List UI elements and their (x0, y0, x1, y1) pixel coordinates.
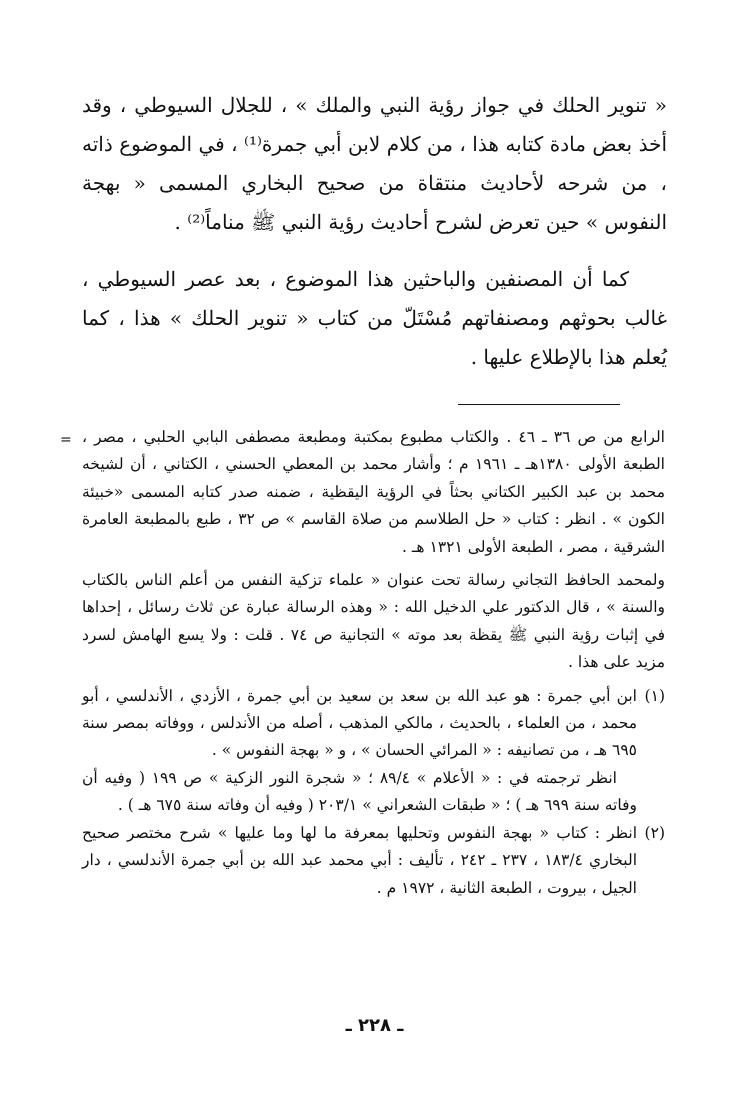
footnote-2 (82, 820, 665, 902)
footnote-continuation-2: ولمحمد الحافظ التجاني رسالة تحت عنوان « علماء تزكية النفس من أعلم الناس بالكتاب والسنة » ، قال الدكتور علي الدخيل الله : « وهذه الرسالة عبارة عن ثلاث رسائل ، إحداها في إثبات رؤية النبي ﷺ يقظة بعد موته » التجانية ص ٧٤ . قلت : ولا يسع الهامش لسرد مزيد على هذا . (82, 571, 665, 672)
footnote-separator (458, 404, 620, 405)
main-paragraph-2: كما أن المصنفين والباحثين هذا الموضوع ، بعد عصر السيوطي ، غالب بحوثهم ومصنفاتهم مُسْتَلّ من كتاب « تنوير الحلك » هذا ، كما يُعلم هذا بالإطلاع عليها . (82, 267, 667, 369)
page-number: ـ ٢٢٨ ـ (345, 1015, 404, 1036)
footnotes (82, 424, 665, 902)
footnote-continuation-1: الرابع من ص ٣٦ ـ ٤٦ . والكتاب مطبوع بمكتبة ومطبعة مصطفى البابي الحلبي ، مصر ، الطبعة الأولى ١٣٨٠هـ ـ ١٩٦١ م ؛ وأشار محمد بن المعطي الحسني ، الكتاني ، أن لشيخه محمد بن عبد الكبير الكتاني بحثاً في الرؤية اليقظية ، ضمنه صدر كتابه المسمى «خبيئة الكون » . انظر : كتاب « حل الطلاسم من صلاة القاسم » ص ٣٢ ، طبع بالمطبعة العامرة الشرقية ، مصر ، الطبعة الأولى ١٣٢١ هـ . (82, 428, 665, 556)
footnote-1-reference: انظر ترجمته في : « الأعلام » ٨٩/٤ ؛ « شجرة النور الزكية » ص ١٩٩ ( وفيه أن وفاته سنة ٦٩٩ هـ ) ؛ « طبقات الشعراني » ٢٠٣/١ ( وفيه أن وفاته سنة ٦٧٥ هـ ) . (82, 768, 637, 815)
footnote-1-number: (١) (644, 686, 665, 705)
main-text (82, 86, 667, 395)
continuation-marker: = (60, 432, 72, 448)
footnote-1 (82, 683, 665, 765)
footnote-2-number: (٢) (644, 823, 665, 842)
footnote-1-text: ابن أبي جمرة : هو عبد الله بن سعد بن سعيد بن أبي جمرة ، الأزدي ، الأندلسي ، أبو محمد ، من العلماء ، بالحديث ، مالكي المذهب ، أصله من الأندلس ، ووفاته بمصر سنة ٦٩٥ هـ ، من تصانيفه : « المرائي الحسان » ، و « بهجة النفوس » . (82, 686, 637, 760)
footnote-2-text: انظر : كتاب « بهجة النفوس وتحليها بمعرفة ما لها وما عليها » شرح مختصر صحيح البخاري ١٨٣/٤ ، ٢٣٧ ـ ٢٤٢ ، تأليف : أبي محمد عبد الله بن أبي جمرة الأندلسي ، دار الجيل ، بيروت ، الطبعة الثانية ، ١٩٧٢ م . (82, 823, 638, 897)
main-paragraph-1: « تنوير الحلك في جواز رؤية النبي والملك » ، للجلال السيوطي ، وقد أخذ بعض مادة كتابه هذا ، من كلام لابن أبي جمرة⁽¹⁾ ، في الموضوع ذاته ، من شرحه لأحاديث منتقاة من صحيح البخاري المسمى « بهجة النفوس » حين تعرض لشرح أحاديث رؤية النبي ﷺ مناماً⁽²⁾ . (82, 93, 667, 234)
